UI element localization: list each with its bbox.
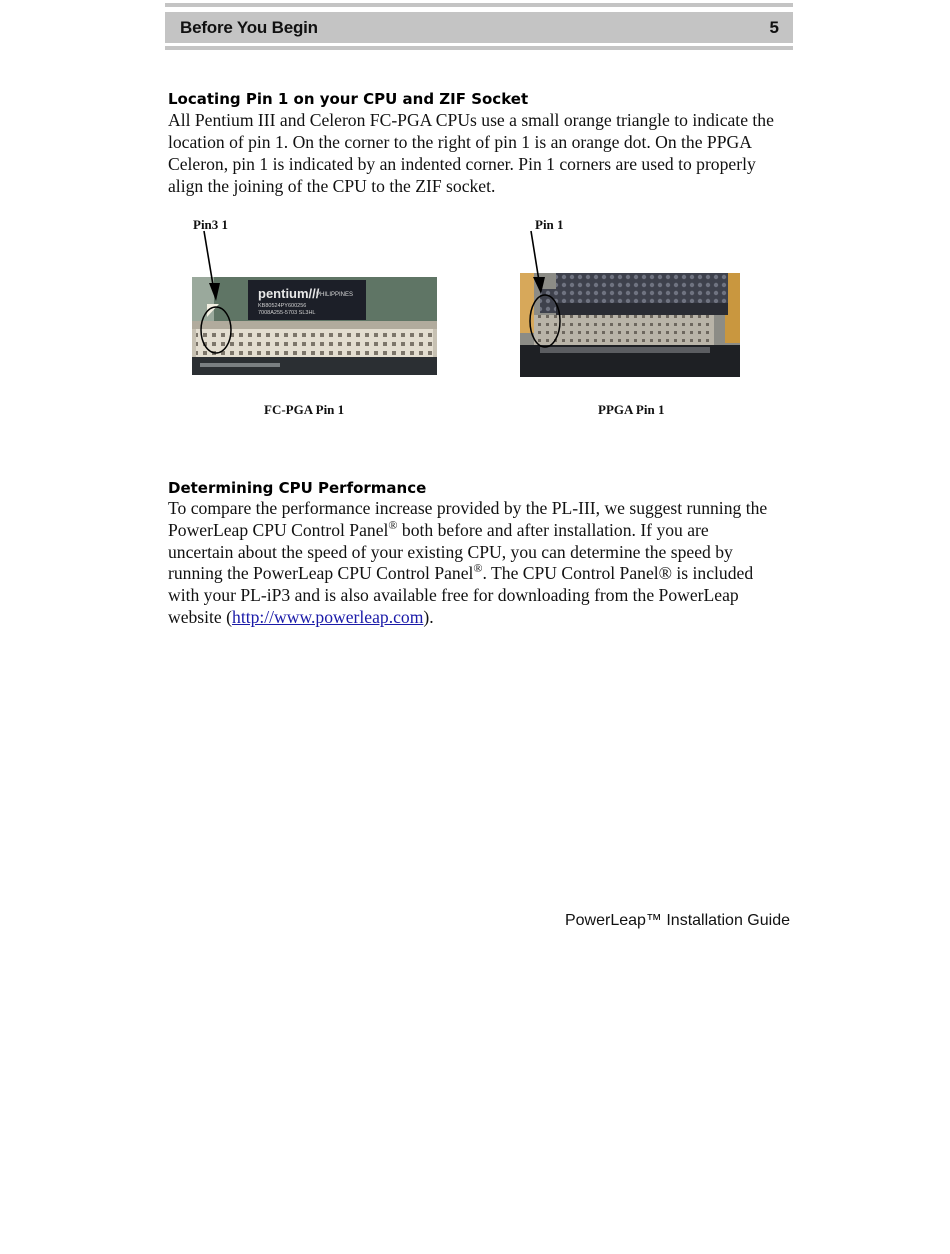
body-line: To compare the performance increase provided by the PL-III, we suggest running the (168, 498, 768, 518)
body-text: . The CPU Control Panel® is included (482, 563, 754, 584)
chip-serial-label: KB80524PY600256 (258, 303, 307, 309)
body-line: All Pentium III and Celeron FC-PGA CPUs use a small orange triangle to indicate the (168, 110, 774, 130)
body-line: with your PL-iP3 and is also available free for downloading from the PowerLeap (168, 585, 739, 606)
powerleap-website-link[interactable]: http://www.powerleap.com (232, 606, 424, 627)
body-line (168, 607, 792, 629)
chip-brand-label: pentium/// (258, 286, 320, 301)
page-number: 5 (769, 18, 779, 37)
section-body-pin1 (168, 110, 792, 198)
body-text: both before and after installation. If you are (397, 519, 709, 540)
body-text: running the PowerLeap CPU Control Panel (168, 563, 474, 584)
page-header (165, 12, 793, 43)
body-text: PowerLeap CPU Control Panel (168, 519, 389, 540)
header-rule-bottom (165, 46, 793, 50)
body-line: Celeron, pin 1 is indicated by an indented corner. Pin 1 corners are used to properly (168, 153, 756, 174)
header-rule-top (165, 3, 793, 7)
chip-serial-label: 7008A255-5703 SL3HL (258, 310, 316, 316)
pointer-arrow-fcpga (190, 225, 230, 305)
body-text: website ( (168, 606, 233, 627)
pointer-label-ppga: Pin 1 (535, 217, 564, 232)
body-line: align the joining of the CPU to the ZIF socket. (168, 176, 496, 197)
chip-country-label: PHILIPPINES (316, 292, 354, 298)
registered-mark: ® (473, 561, 483, 576)
pointer-label-fcpga: Pin3 1 (193, 217, 229, 232)
figure-caption-fcpga: FC-PGA Pin 1 (264, 402, 345, 417)
section-heading-performance: Determining CPU Performance (168, 479, 427, 497)
section-body-performance (168, 498, 792, 629)
pointer-arrow-ppga (522, 225, 562, 300)
figure-caption-ppga: PPGA Pin 1 (598, 402, 665, 417)
section-heading-pin1: Locating Pin 1 on your CPU and ZIF Socket (168, 90, 529, 108)
registered-mark: ® (388, 517, 398, 532)
body-line (168, 517, 792, 542)
body-line: uncertain about the speed of your existing CPU, you can determine the speed by (168, 541, 733, 562)
body-line (168, 563, 792, 585)
page-footer: PowerLeap™ Installation Guide (564, 912, 790, 929)
body-text: ). (423, 606, 434, 627)
header-title: Before You Begin (180, 18, 318, 37)
body-line: location of pin 1. On the corner to the right of pin 1 is an orange dot. On the PPGA (168, 131, 752, 152)
